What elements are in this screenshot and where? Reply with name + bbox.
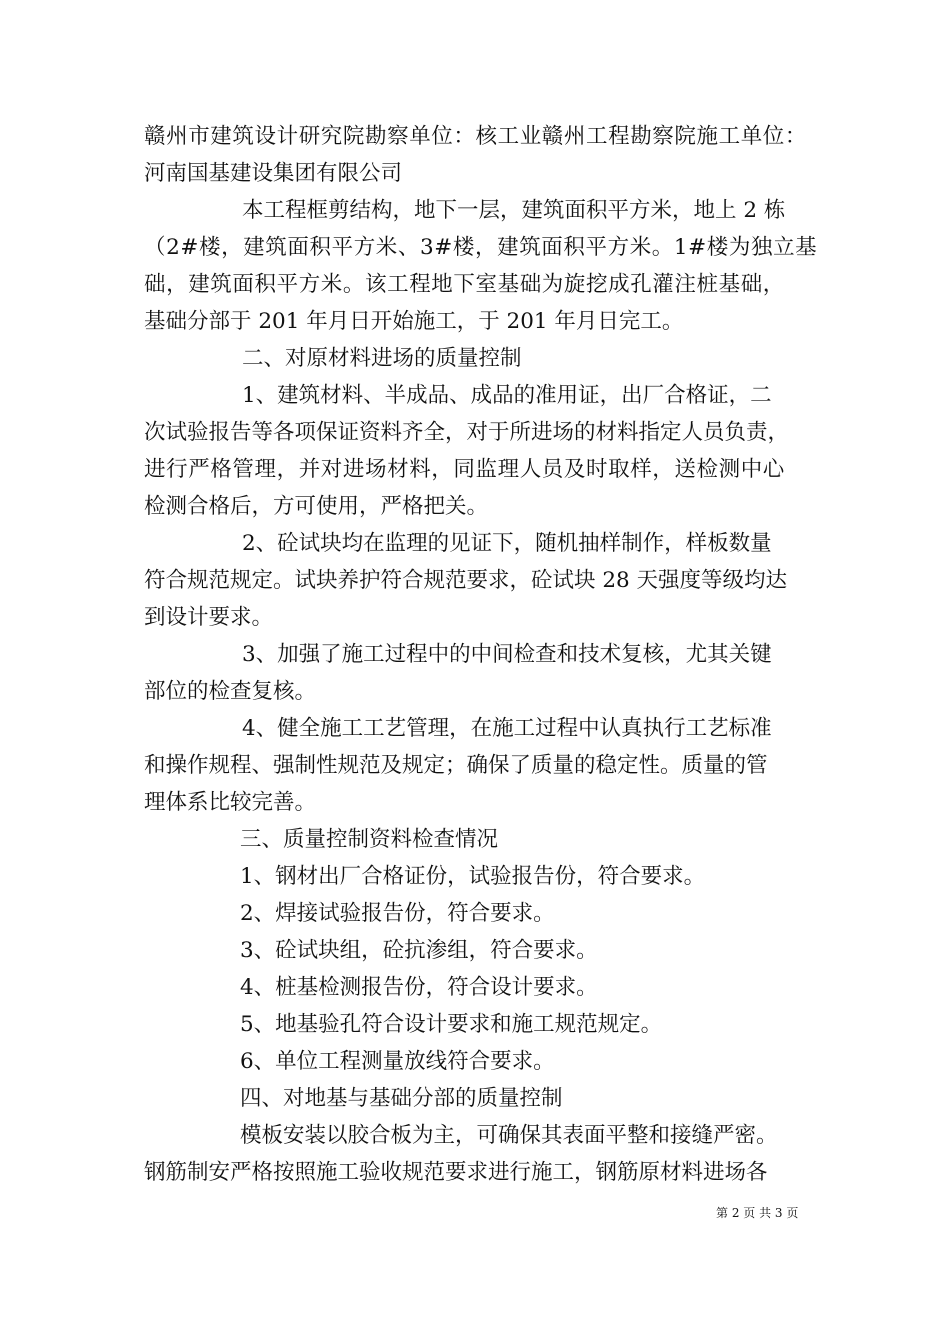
page-number: 第 2 页 共 3 页 bbox=[716, 1206, 799, 1220]
section-heading: 二、对原材料进场的质量控制 bbox=[242, 346, 522, 371]
text-line: （2#楼，建筑面积平方米、3#楼，建筑面积平方米。1#楼为独立基 bbox=[144, 235, 818, 260]
text-line: 础，建筑面积平方米。该工程地下室基础为旋挖成孔灌注桩基础， bbox=[144, 272, 785, 297]
text-line: 次试验报告等各项保证资料齐全，对于所进场的材料指定人员负责， bbox=[144, 420, 790, 445]
text-line: 进行严格管理，并对进场材料，同监理人员及时取样，送检测中心 bbox=[144, 457, 785, 482]
text-line: 钢筋制安严格按照施工验收规范要求进行施工，钢筋原材料进场各 bbox=[144, 1160, 768, 1185]
list-item: 4、桩基检测报告份，符合设计要求。 bbox=[240, 975, 598, 1000]
text-line: 和操作规程、强制性规范及规定；确保了质量的稳定性。质量的管 bbox=[144, 753, 768, 778]
list-item: 1、钢材出厂合格证份，试验报告份，符合要求。 bbox=[240, 864, 706, 889]
section-heading: 四、对地基与基础分部的质量控制 bbox=[240, 1086, 563, 1111]
text-line: 4、健全施工工艺管理，在施工过程中认真执行工艺标准 bbox=[242, 716, 772, 741]
text-line: 3、加强了施工过程中的中间检查和技术复核，尤其关键 bbox=[242, 642, 772, 667]
text-line: 到设计要求。 bbox=[144, 605, 274, 630]
document-body bbox=[144, 118, 834, 1191]
list-item: 3、砼试块组，砼抗渗组，符合要求。 bbox=[240, 938, 598, 963]
text-line: 理体系比较完善。 bbox=[144, 790, 317, 815]
text-line: 检测合格后，方可使用，严格把关。 bbox=[144, 494, 489, 519]
text-line: 符合规范规定。试块养护符合规范要求，砼试块 28 天强度等级均达 bbox=[144, 568, 788, 593]
text-line: 河南国基建设集团有限公司 bbox=[144, 161, 403, 186]
list-item: 5、地基验孔符合设计要求和施工规范规定。 bbox=[240, 1012, 663, 1037]
text-line: 本工程框剪结构，地下一层，建筑面积平方米，地上 2 栋 bbox=[242, 198, 786, 223]
list-item: 6、单位工程测量放线符合要求。 bbox=[240, 1049, 555, 1074]
text-line: 基础分部于 201 年月日开始施工，于 201 年月日完工。 bbox=[144, 309, 684, 334]
text-line: 2、砼试块均在监理的见证下，随机抽样制作，样板数量 bbox=[242, 531, 772, 556]
list-item: 2、焊接试验报告份，符合要求。 bbox=[240, 901, 555, 926]
text-line: 赣州市建筑设计研究院勘察单位：核工业赣州工程勘察院施工单位： bbox=[144, 124, 808, 149]
section-heading: 三、质量控制资料检查情况 bbox=[240, 827, 499, 852]
text-line: 模板安装以胶合板为主，可确保其表面平整和接缝严密。 bbox=[240, 1123, 778, 1148]
text-line: 部位的检查复核。 bbox=[144, 679, 317, 704]
text-line: 1、建筑材料、半成品、成品的准用证，出厂合格证，二 bbox=[242, 383, 772, 408]
